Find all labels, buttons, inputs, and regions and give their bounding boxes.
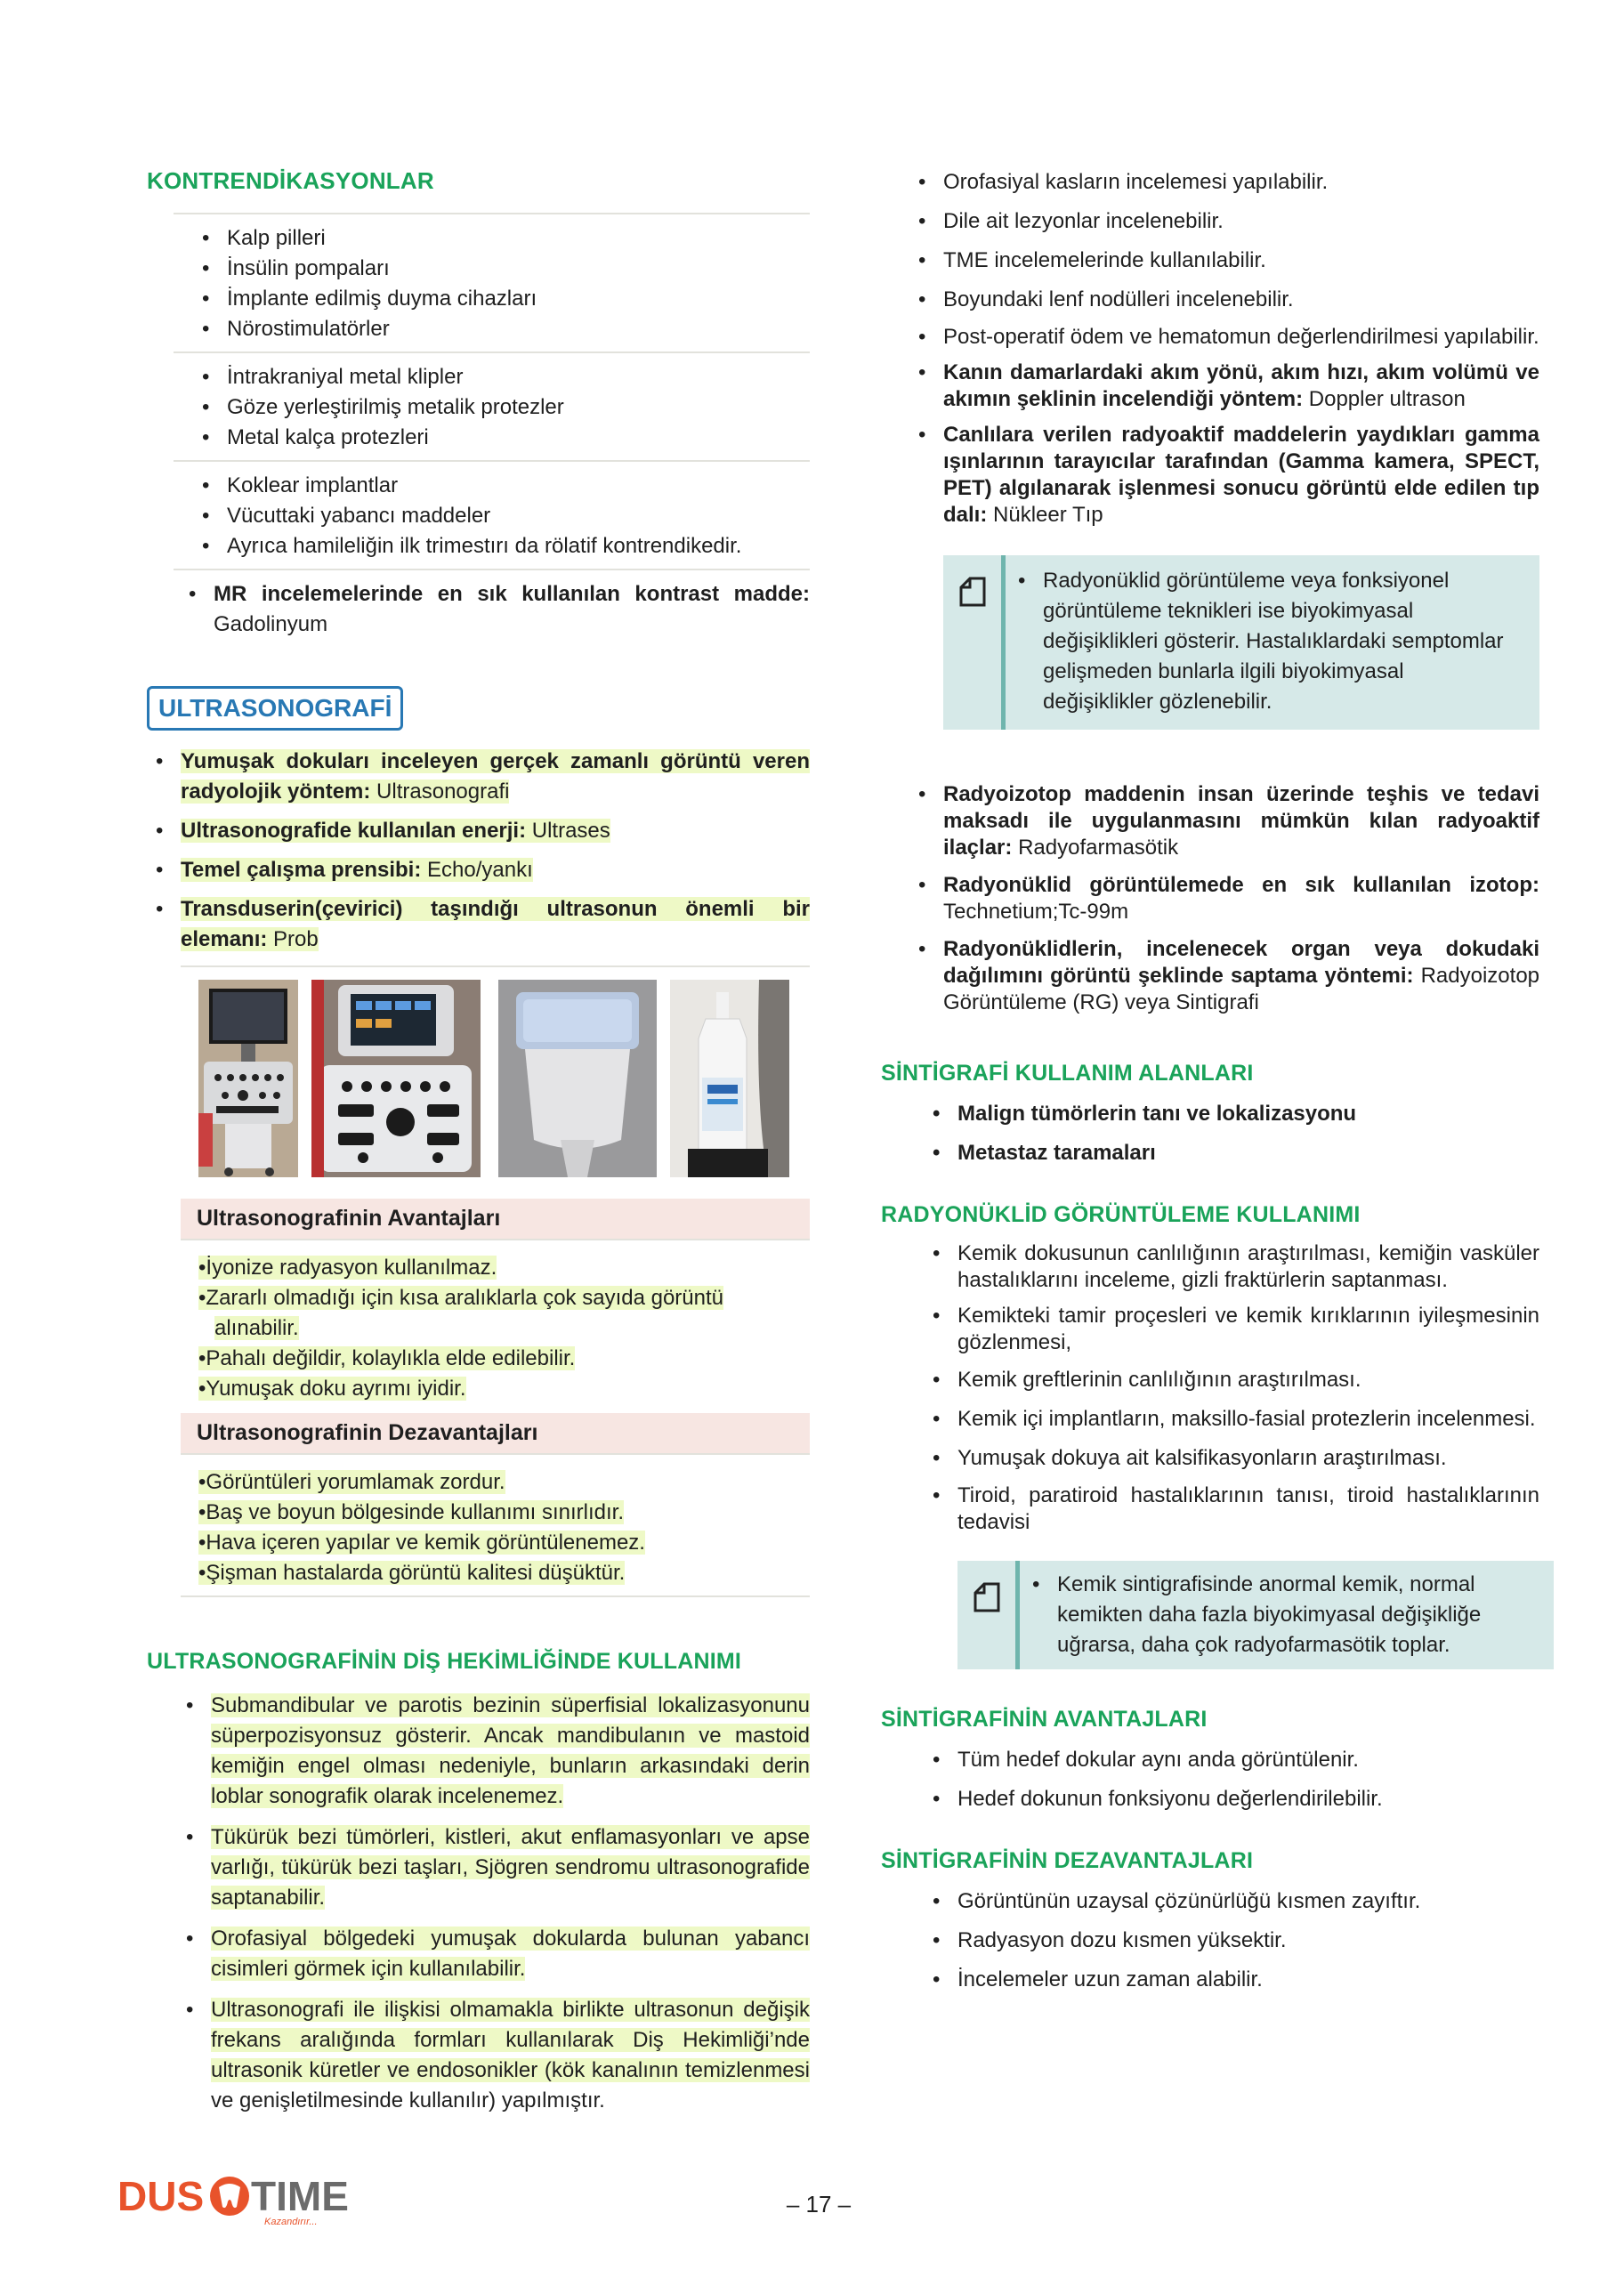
us-uses-list: [943, 167, 1539, 529]
list-item: [181, 816, 810, 846]
list-item: •Şişman hastalarda görüntü kalitesi düşüktür.: [198, 1561, 626, 1585]
list-item: • Metal kalça protezleri: [227, 423, 810, 453]
note-icon: [957, 575, 988, 609]
list-item: [181, 855, 810, 885]
ultrasound-photos: [147, 967, 810, 1199]
list-item: •Pahalı değildir, kolaylıkla elde edilebilir.: [198, 1346, 576, 1370]
radionuclide-usage-list: [957, 1240, 1539, 1536]
note-box-radionuclide: [943, 555, 1539, 730]
list-item: • Tükürük bezi tümörleri, kistleri, akut enflamasyonları ve apse varlığı, tükürük bezi taşları, Sjögren sendromu ultrasonografide saptanabilir.: [211, 1822, 810, 1913]
scintigraphy-advantages-list: [957, 1745, 1539, 1814]
list-item: • Yumuşak dokuya ait kalsifikasyonların araştırılması.: [957, 1443, 1539, 1474]
list-item: • Orofasiyal bölgedeki yumuşak dokularda bulunan yabancı cisimleri görmek için kullanılabilir.: [211, 1924, 810, 1984]
dental-usage-title: ULTRASONOGRAFİNİN DİŞ HEKİMLİĞİNDE KULLANIMI: [147, 1649, 742, 1674]
list-item: • İntrakraniyal metal klipler: [227, 362, 810, 392]
list-item: •Görüntüleri yorumlamak zordur.: [198, 1470, 505, 1494]
note-list: [997, 1561, 1554, 1669]
list-item: • TME incelemelerinde kullanılabilir.: [943, 246, 1539, 276]
list-item: • Canlılara verilen radyoaktif maddelerin yaydıkları gamma ışınlarının tarayıcılar tarafından (Gamma kamera, SPECT, PET) algılanarak işlenmesi sonucu görüntü elde edilen tıp dalı: Nükleer Tıp: [943, 422, 1539, 529]
dental-usage-list: [211, 1691, 810, 2116]
list-item: • Kemik greftlerinin canlılığının araştırılması.: [957, 1365, 1539, 1395]
list-item: • Kalp pilleri: [227, 223, 810, 254]
logo-text-right: TIME: [251, 2173, 349, 2219]
left-column: [147, 167, 810, 2116]
ultrasound-gel-photo: [670, 980, 789, 1177]
contraindications-title: KONTRENDİKASYONLAR: [147, 167, 434, 194]
ultrasound-probe-photo: [498, 980, 657, 1177]
fact-label: Transduserin(çevirici) taşındığı ultrasonun önemli bir elemanı:: [181, 897, 810, 951]
note-text: • Radyonüklid görüntüleme veya fonksiyonel görüntüleme teknikleri ise biyokimyasal değişiklikleri gösterir. Hastalıklardaki semptomlar gelişmeden bunlarla ilgili biyokimyasal değişiklikler gözlenebilir.: [1043, 566, 1518, 717]
ultrasound-console-photo: [311, 980, 481, 1177]
fact-value: Ultrases: [531, 819, 610, 843]
list-item: • Dile ait lezyonlar incelenebilir.: [943, 206, 1539, 237]
list-item: • Görüntünün uzaysal çözünürlüğü kısmen zayıftır.: [957, 1886, 1539, 1917]
list-item: •Hava içeren yapılar ve kemik görüntülenemez.: [198, 1531, 645, 1555]
list-item: • Göze yerleştirilmiş metalik protezler: [227, 392, 810, 423]
fact-label: Ultrasonografide kullanılan enerji:: [181, 819, 527, 843]
divider: [174, 213, 810, 214]
right-column: [881, 167, 1539, 1995]
logo-tagline: Kazandırır...: [264, 2217, 318, 2227]
mr-contrast-value: Gadolinyum: [214, 612, 328, 636]
note-box-bone-scan: [957, 1561, 1554, 1669]
list-item: • Kemikteki tamir proçesleri ve kemik kırıklarının iyileşmesinin gözlenmesi,: [957, 1303, 1539, 1356]
fact-label: Yumuşak dokuları inceleyen gerçek zamanlı görüntü veren radyolojik yöntem:: [181, 749, 810, 804]
list-item: •Baş ve boyun bölgesinde kullanımı sınırlıdır.: [198, 1500, 624, 1524]
list-item: • Nörostimulatörler: [227, 314, 810, 344]
contra-group-2: [227, 362, 810, 453]
divider: [174, 351, 810, 353]
list-item: • Metastaz taramaları: [957, 1138, 1539, 1168]
list-item: • Tüm hedef dokular aynı anda görüntülenir.: [957, 1745, 1539, 1775]
list-item: • Submandibular ve parotis bezinin süperfisial lokalizasyonunu süperpozisyonsuz gösterir. Ancak mandibulanın ve mastoid kemiğin engel olması nedeniyle, bunların arkasındaki derin loblar sonografik olarak incelenemez.: [211, 1691, 810, 1812]
us-advantages-title: Ultrasonografinin Avantajları: [181, 1199, 810, 1239]
list-item: • Ayrıca hamileliğin ilk trimestırı da rölatif kontrendikedir.: [227, 531, 810, 561]
scintigraphy-advantages-title: SİNTİGRAFİNİN AVANTAJLARI: [881, 1707, 1208, 1732]
divider: [181, 1595, 810, 1597]
divider: [181, 1239, 810, 1240]
mr-contrast-label: MR incelemelerinde en sık kullanılan kontrast madde:: [214, 582, 810, 606]
us-advantages: [181, 1199, 810, 1597]
list-item: •İyonize radyasyon kullanılmaz.: [198, 1256, 497, 1280]
ultrasonography-heading-wrap: [147, 686, 810, 731]
list-item: • Kanın damarlardaki akım yönü, akım hızı, akım volümü ve akımın şeklinin incelendiği yöntem: Doppler ultrason: [943, 359, 1539, 413]
page-number: – 17 –: [786, 2191, 852, 2217]
fact-value: Prob: [273, 927, 319, 951]
list-item: • Tiroid, paratiroid hastalıklarının tanısı, tiroid hastalıklarının tedavisi: [957, 1482, 1539, 1536]
list-item: • Vücuttaki yabancı maddeler: [227, 501, 810, 531]
list-item: • İnsülin pompaları: [227, 254, 810, 284]
divider: [181, 1453, 810, 1455]
list-item: [181, 894, 810, 955]
list-item: • Orofasiyal kasların incelemesi yapılabilir.: [943, 167, 1539, 198]
list-item: • Kemik dokusunun canlılığının araştırılması, kemiğin vasküler hastalıklarını inceleme, gizli fraktürlerin saptanması.: [957, 1240, 1539, 1294]
contra-group-1: [227, 223, 810, 344]
list-item: [181, 747, 810, 807]
divider: [174, 460, 810, 462]
list-item: • Radyasyon dozu kısmen yüksektir.: [957, 1926, 1539, 1956]
note-list: [982, 555, 1539, 730]
scintigraphy-disadvantages-list: [957, 1886, 1539, 1995]
scintigraphy-usage-list: [957, 1099, 1539, 1168]
list-item: • Radyonüklidlerin, incelenecek organ veya dokudaki dağılımını görüntü şeklinde saptama yöntemi: Radyoizotop Görüntüleme (RG) veya Sintigrafi: [943, 936, 1539, 1016]
fact-value: Ultrasonografi: [376, 780, 510, 804]
radionuclide-usage-title: RADYONÜKLİD GÖRÜNTÜLEME KULLANIMI: [881, 1202, 1361, 1227]
list-item: •Zararlı olmadığı için kısa aralıklarla çok sayıda görüntü alınabilir.: [198, 1286, 723, 1340]
list-item: • Malign tümörlerin tanı ve lokalizasyonu: [957, 1099, 1539, 1129]
us-facts: [181, 747, 810, 955]
fact-value: Echo/yankı: [427, 858, 533, 882]
list-item: • Radyonüklid görüntülemede en sık kullanılan izotop: Technetium;Tc-99m: [943, 872, 1539, 925]
list-item: • İmplante edilmiş duyma cihazları: [227, 284, 810, 314]
us-advantages-list: [198, 1253, 810, 1404]
list-item: • İncelemeler uzun zaman alabilir.: [957, 1965, 1539, 1995]
list-item: • Ultrasonografi ile ilişkisi olmamakla birlikte ultrasonun değişik frekans aralığında formları kullanılarak Diş Hekimliği’nde ultrasonik küretler ve endosonikler (kök kanalının temizlenmesi ve genişletilmesinde kullanılır) yapılmıştır.: [211, 1995, 810, 2116]
note-icon-column: [943, 555, 1006, 730]
fact-label: Temel çalışma prensibi:: [181, 858, 422, 882]
us-disadvantages-list: [198, 1467, 810, 1588]
mr-contrast-fact: [214, 579, 810, 640]
list-item: • Boyundaki lenf nodülleri incelenebilir.: [943, 285, 1539, 315]
scintigraphy-usage-title: SİNTİGRAFİ KULLANIM ALANLARI: [881, 1061, 1254, 1086]
ultrasound-machine-photo: [198, 980, 298, 1177]
logo-text-left: DUS: [117, 2173, 205, 2219]
list-item: • Kemik içi implantların, maksillo-fasial protezlerin incelenmesi.: [957, 1404, 1539, 1434]
contra-group-3: [227, 471, 810, 561]
list-item: • Hedef dokunun fonksiyonu değerlendirilebilir.: [957, 1784, 1539, 1814]
divider: [174, 569, 810, 570]
radiopharma-facts: [943, 781, 1539, 1016]
note-icon-column: [957, 1561, 1020, 1669]
logo-mark: [117, 2171, 349, 2228]
list-item: • Koklear implantlar: [227, 471, 810, 501]
list-item: • Post-operatif ödem ve hematomun değerlendirilmesi yapılabilir.: [943, 324, 1539, 351]
list-item: •Yumuşak doku ayrımı iyidir.: [198, 1377, 466, 1401]
list-item: • Radyoizotop maddenin insan üzerinde teşhis ve tedavi maksadı ile uygulanmasını mümkün kılan radyoaktif ilaçlar: Radyofarmasötik: [943, 781, 1539, 861]
ultrasonography-title: ULTRASONOGRAFİ: [147, 686, 403, 731]
scintigraphy-disadvantages-title: SİNTİGRAFİNİN DEZAVANTAJLARI: [881, 1848, 1254, 1873]
note-icon: [972, 1580, 1002, 1614]
us-disadvantages-title: Ultrasonografinin Dezavantajları: [181, 1413, 810, 1453]
note-text: • Kemik sintigrafisinde anormal kemik, normal kemikten daha fazla biyokimyasal değişikliğe uğrarsa, daha çok radyofarmasötik toplar.: [1057, 1570, 1532, 1660]
list-item: [214, 579, 810, 640]
dustime-logo: [117, 2171, 349, 2225]
